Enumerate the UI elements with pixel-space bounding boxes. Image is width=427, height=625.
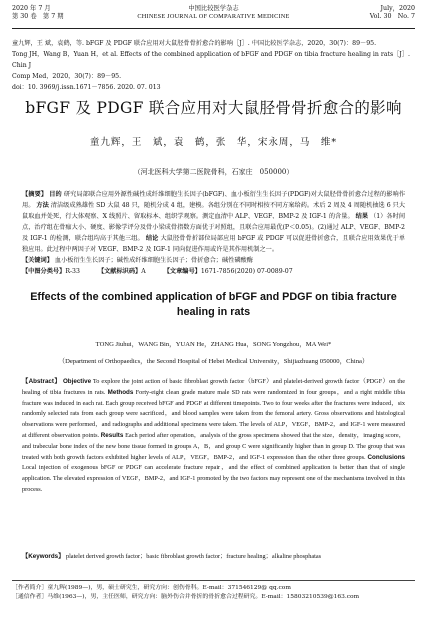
affiliation-cn: （河北医科大学第二医院骨科，石家庄 050000）	[133, 168, 294, 176]
results-label-cn: 结果	[355, 213, 369, 220]
artno-label: 【文章编号】	[163, 268, 201, 275]
results-text-en: Each period after operation，analysis of the gross specimens showed that the size，density，imaging score，and trabecular bone index of the new bone tissue formed in groups A，B，and group C were significantly higher than in group D. The group that was treated with both growth factors exhibited higher levels of ALP，VEGF，BMP-2，and IGF-1 expression than the other three groups.	[22, 431, 405, 461]
header-date: 2020 年 7 月	[12, 5, 51, 12]
citation-cn: 童九辉，王 斌，袁鹤，等. bFGF 及 PDGF 联合应用对大鼠胫骨骨折愈合的影响［J］. 中国比较医学杂志，2020，30(7)：89－95.	[12, 40, 377, 47]
conclusion-text-cn: 大鼠胫骨骨折部位局部应用 bFGF 或 PDGF 可以促进骨折愈合，且联合应用效果优于单独应用。此过程中两因子对 VEGF、BMP-2 及 IGF-1 同向促进作用或许是其作用机制之一。	[22, 235, 406, 253]
title-en: Effects of the combined application of bFGF and PDGF on tibia fracture healing in rats	[30, 291, 397, 318]
authors-en: TONG Jiuhui，WANG Bin，YUAN He，ZHANG Hua，SONG Yongzhou，MA Wei*	[95, 341, 332, 348]
citation-en-cont: Comp Med，2020，30(7)：89－95.	[12, 73, 122, 80]
methods-text-en: Forty-eight clean grade mature male SD rats were randomized in four groups，and a right middle tibia fracture was induced in each rat. Each group received bFGF and PDGF at different timepoints. Two to four weeks after the fractures were induced，six randomly selected rats from each group were sacrificed，and blood samples were taken from the femoral artery. Gross observations and histological observations were performed，and radiographs and additional specimens were taken. The levels of ALP，VEGF，BMP-2，and IGF-1 were measured at different observation points.	[22, 388, 406, 439]
authors-cn: 童九辉，王 斌，袁 鹤，张 华，宋永周，马 维*	[89, 137, 338, 148]
artno-value: 1671-7856(2020) 07-0089-07	[200, 268, 293, 275]
corresponding-author-label: ［通信作者］	[12, 594, 48, 600]
methods-label-en: Methods	[107, 388, 134, 396]
results-label-en: Results	[100, 431, 124, 439]
results-text-cn: （1）各时间点，治疗组在骨痂大小、硬度、影像学评分及骨小梁成骨指数方面优于对照组，且联合应用最优(P＜0.05)。(2)通过 ALP、VEGF、BMP-2 及 IGF-1 的检测，联合组均高于其他三组。	[22, 213, 406, 242]
conclusions-label-en: Conclusions	[367, 453, 405, 461]
header-volume-en: Vol. 30 No. 7	[369, 13, 415, 20]
author-bio-label: ［作者简介］	[12, 585, 48, 591]
header-right	[370, 5, 415, 21]
objective-text: To explore the joint action of basic fibroblast growth factor（bFGF）and platelet-derived growth factor（PDGF）on the healing of tibia fractures in rats.	[22, 378, 405, 396]
conclusion-label-cn: 结论	[145, 235, 159, 242]
clc-label: 【中图分类号】	[22, 268, 66, 275]
purpose-label: 目的	[49, 191, 62, 198]
header-center	[12, 5, 415, 21]
doccode-item	[98, 266, 146, 277]
corresponding-author	[12, 593, 415, 602]
objective-label: Objective	[62, 378, 92, 385]
abstract-en-label: 【Abstract】	[22, 378, 61, 385]
classification-row	[22, 266, 405, 277]
citation-block	[12, 38, 415, 93]
conclusions-text-en: Local injection of exogenous bFGF or PDGF can accelerate fracture repair，and the effect of combined application is better than that of single application. The elevated expression of VEGF，BMP-2，and IGF-1 promoted by the two factors may represent one of the mechanisms involved in this process.	[22, 464, 405, 493]
clc-item	[22, 266, 80, 277]
citation-en: Tong JH，Wang B，Yuan H，et al. Effects of the combined application of bFGF and PDGF on tibia fracture healing in rats［J］. Chin J	[12, 51, 410, 69]
author-bio-text: 童九辉(1989—)，男，硕士研究生，研究方向：创伤骨科。E-mail：371546129@ qq.com	[47, 585, 291, 591]
abstract-cn	[22, 189, 405, 277]
doccode-value: A	[141, 268, 146, 275]
affiliation-en: （Department of Orthopaedics，the Second Hospital of Hebei Medical University，Shijiazhuang 050000，China）	[58, 358, 369, 365]
journal-name-cn: 中国比较医学杂志	[188, 5, 239, 12]
keywords-en-text: platelet derived growth factor；basic fibroblast growth factor；fracture healing；alkaline phosphatas	[65, 553, 322, 560]
doi: doi：10. 3969/j.issn.1671－7856. 2020. 07. 013	[12, 84, 161, 91]
abstract-cn-body	[22, 189, 405, 255]
abstract-en	[22, 377, 405, 496]
clc-value: R-33	[65, 268, 80, 275]
methods-text-cn: 清洁级成熟雄性 SD 大鼠 48 只，随机分成 4 组，建模。各组分别在不同时相按不同方案给药。术后 2 周及 4 周随机抽选 6 只大鼠取血并处死，行大体观察、X 线照片、留取标本、组织学观察。测定血清中 ALP、VEGF、BMP-2 及 IGF-1 的含量。	[22, 202, 406, 220]
keywords-en-label: 【Keywords】	[22, 553, 65, 560]
methods-label-cn: 方法	[36, 202, 49, 209]
footnotes	[12, 580, 415, 602]
header-date-en: July，2020	[380, 5, 415, 12]
header-volume-cn: 第 30 卷 第 7 期	[12, 13, 64, 20]
keywords-cn-text: 血小板衍生生长因子；碱性成纤维细胞生长因子；骨折愈合；碱性磷酸酶	[54, 257, 253, 264]
corresponding-author-text: 马维(1963—)，男，主任医师，研究方向：脑外伤合并骨折的骨折愈合过程研究。E-mail：15803210539@163.com	[47, 594, 360, 600]
doccode-label: 【文献标识码】	[97, 268, 142, 275]
keywords-cn-label: 【关键词】	[22, 257, 53, 264]
author-bio	[12, 584, 415, 593]
abstract-cn-label: 【摘要】	[22, 191, 48, 198]
purpose-text: 研究局部联合应用外源性碱性成纤维细胞生长因子(bFGF)、血小板衍生生长因子(PDGF)对大鼠胫骨骨折愈合过程的影响作用。	[22, 191, 406, 209]
title-cn: bFGF 及 PDGF 联合应用对大鼠胫骨骨折愈合的影响	[25, 99, 402, 117]
keywords-en	[22, 552, 405, 562]
keywords-cn	[22, 255, 405, 266]
journal-header	[12, 5, 415, 29]
artno-item	[164, 266, 293, 277]
journal-name-en: CHINESE JOURNAL OF COMPARATIVE MEDICINE	[137, 13, 290, 20]
